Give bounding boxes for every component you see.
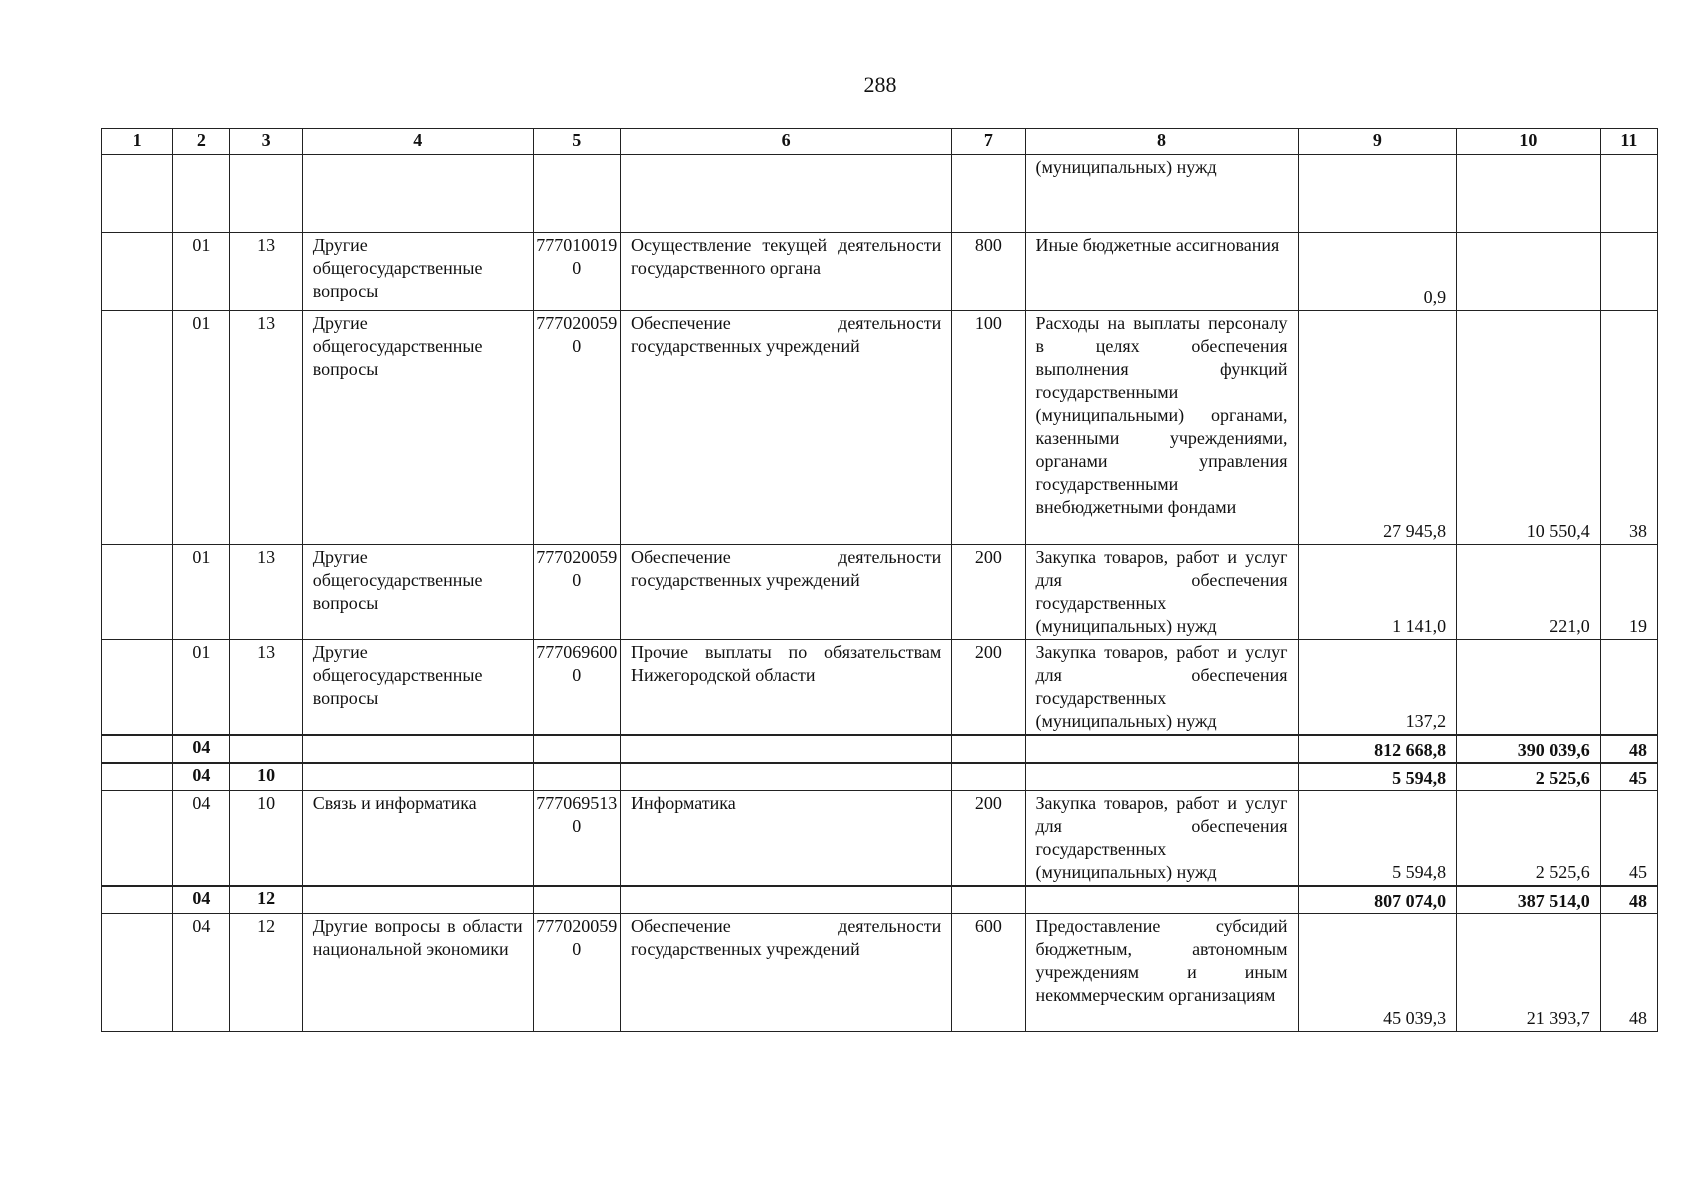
cell-col1 <box>102 914 173 1032</box>
column-header-9: 9 <box>1298 129 1457 155</box>
target-article-cell: 7770200590 <box>533 311 620 545</box>
amount-cell: 812 668,8 <box>1298 735 1457 763</box>
expense-type-name-cell <box>1025 886 1298 914</box>
column-header-1: 1 <box>102 129 173 155</box>
table-row <box>102 640 1658 736</box>
subsection-code-cell: 12 <box>230 914 302 1032</box>
section-code-cell: 04 <box>173 735 230 763</box>
expense-type-code-cell: 600 <box>952 914 1025 1032</box>
expense-type-name-cell: Расходы на выплаты персоналу в целях обеспечения выполнения функций государственными (муниципальными) органами, казенными учреждениями, органами управления государственными внебюджетными фондами <box>1025 311 1298 545</box>
expense-type-name-cell: Предоставление субсидий бюджетным, автономным учреждениям и иным некоммерческим организациям <box>1025 914 1298 1032</box>
percent-cell <box>1600 233 1657 311</box>
amount-cell: 45 039,3 <box>1298 914 1457 1032</box>
cell-col1 <box>102 886 173 914</box>
expense-type-name-cell: Закупка товаров, работ и услуг для обеспечения государственных (муниципальных) нужд <box>1025 545 1298 640</box>
target-article-cell <box>533 763 620 791</box>
table-row <box>102 545 1658 640</box>
section-code-cell: 04 <box>173 914 230 1032</box>
cell-col1 <box>102 763 173 791</box>
column-header-2: 2 <box>173 129 230 155</box>
section-name-cell <box>302 155 533 233</box>
expense-type-code-cell <box>952 735 1025 763</box>
section-code-cell: 04 <box>173 791 230 887</box>
expense-type-code-cell <box>952 155 1025 233</box>
percent-cell: 19 <box>1600 545 1657 640</box>
target-article-cell: 7770696000 <box>533 640 620 736</box>
amount-cell: 27 945,8 <box>1298 311 1457 545</box>
expense-type-name-cell <box>1025 735 1298 763</box>
subsection-code-cell <box>230 735 302 763</box>
percent-cell: 48 <box>1600 886 1657 914</box>
amount-cell: 0,9 <box>1298 233 1457 311</box>
target-article-cell: 7770695130 <box>533 791 620 887</box>
amount-cell <box>1298 155 1457 233</box>
expense-type-code-cell: 200 <box>952 545 1025 640</box>
column-header-4: 4 <box>302 129 533 155</box>
cell-col1 <box>102 545 173 640</box>
section-name-cell: Связь и информатика <box>302 791 533 887</box>
executed-amount-cell: 390 039,6 <box>1457 735 1601 763</box>
table-total-row <box>102 735 1658 763</box>
executed-amount-cell <box>1457 640 1601 736</box>
cell-col1 <box>102 155 173 233</box>
section-code-cell: 01 <box>173 640 230 736</box>
section-code-cell: 01 <box>173 311 230 545</box>
table-row <box>102 311 1658 545</box>
subsection-code-cell: 10 <box>230 791 302 887</box>
cell-col1 <box>102 233 173 311</box>
target-article-cell: 7770200590 <box>533 914 620 1032</box>
subsection-code-cell: 13 <box>230 233 302 311</box>
section-name-cell: Другие общегосударственные вопросы <box>302 640 533 736</box>
subsection-code-cell: 10 <box>230 763 302 791</box>
column-header-8: 8 <box>1025 129 1298 155</box>
article-name-cell: Информатика <box>620 791 951 887</box>
percent-cell: 38 <box>1600 311 1657 545</box>
executed-amount-cell <box>1457 233 1601 311</box>
section-name-cell: Другие общегосударственные вопросы <box>302 311 533 545</box>
article-name-cell: Обеспечение деятельности государственных учреждений <box>620 914 951 1032</box>
article-name-cell <box>620 735 951 763</box>
expense-type-name-cell: Закупка товаров, работ и услуг для обеспечения государственных (муниципальных) нужд <box>1025 791 1298 887</box>
table-total-row <box>102 763 1658 791</box>
amount-cell: 5 594,8 <box>1298 791 1457 887</box>
column-header-3: 3 <box>230 129 302 155</box>
article-name-cell: Прочие выплаты по обязательствам Нижегородской области <box>620 640 951 736</box>
executed-amount-cell: 387 514,0 <box>1457 886 1601 914</box>
target-article-cell <box>533 735 620 763</box>
executed-amount-cell: 10 550,4 <box>1457 311 1601 545</box>
section-code-cell <box>173 155 230 233</box>
executed-amount-cell: 2 525,6 <box>1457 763 1601 791</box>
column-header-5: 5 <box>533 129 620 155</box>
section-name-cell: Другие общегосударственные вопросы <box>302 545 533 640</box>
article-name-cell: Обеспечение деятельности государственных учреждений <box>620 545 951 640</box>
column-header-6: 6 <box>620 129 951 155</box>
section-code-cell: 04 <box>173 763 230 791</box>
expense-type-name-cell: Закупка товаров, работ и услуг для обеспечения государственных (муниципальных) нужд <box>1025 640 1298 736</box>
subsection-code-cell: 13 <box>230 311 302 545</box>
target-article-cell <box>533 155 620 233</box>
subsection-code-cell: 13 <box>230 545 302 640</box>
expense-type-name-cell: Иные бюджетные ассигнования <box>1025 233 1298 311</box>
table-row <box>102 155 1658 233</box>
table-total-row <box>102 886 1658 914</box>
page-number: 288 <box>863 72 897 97</box>
column-header-10: 10 <box>1457 129 1601 155</box>
cell-col1 <box>102 791 173 887</box>
cell-col1 <box>102 311 173 545</box>
expense-type-code-cell: 200 <box>952 640 1025 736</box>
section-name-cell: Другие вопросы в области национальной экономики <box>302 914 533 1032</box>
cell-col1 <box>102 640 173 736</box>
expense-type-name-cell <box>1025 763 1298 791</box>
section-code-cell: 01 <box>173 233 230 311</box>
section-name-cell <box>302 763 533 791</box>
article-name-cell <box>620 763 951 791</box>
percent-cell: 48 <box>1600 914 1657 1032</box>
target-article-cell: 7770200590 <box>533 545 620 640</box>
expense-type-code-cell: 200 <box>952 791 1025 887</box>
amount-cell: 5 594,8 <box>1298 763 1457 791</box>
table-row <box>102 233 1658 311</box>
subsection-code-cell <box>230 155 302 233</box>
percent-cell: 45 <box>1600 763 1657 791</box>
executed-amount-cell: 221,0 <box>1457 545 1601 640</box>
table-header <box>102 129 1658 155</box>
article-name-cell <box>620 155 951 233</box>
expense-type-code-cell: 800 <box>952 233 1025 311</box>
section-name-cell <box>302 886 533 914</box>
percent-cell: 48 <box>1600 735 1657 763</box>
article-name-cell <box>620 886 951 914</box>
expense-type-code-cell <box>952 886 1025 914</box>
table-row <box>102 914 1658 1032</box>
article-name-cell: Обеспечение деятельности государственных учреждений <box>620 311 951 545</box>
budget-table <box>101 128 1658 1032</box>
column-header-11: 11 <box>1600 129 1657 155</box>
section-name-cell: Другие общегосударственные вопросы <box>302 233 533 311</box>
table-body <box>102 155 1658 1032</box>
expense-type-code-cell: 100 <box>952 311 1025 545</box>
expense-type-code-cell <box>952 763 1025 791</box>
expense-type-name-cell: (муниципальных) нужд <box>1025 155 1298 233</box>
column-header-7: 7 <box>952 129 1025 155</box>
executed-amount-cell: 21 393,7 <box>1457 914 1601 1032</box>
amount-cell: 1 141,0 <box>1298 545 1457 640</box>
cell-col1 <box>102 735 173 763</box>
target-article-cell: 7770100190 <box>533 233 620 311</box>
subsection-code-cell: 12 <box>230 886 302 914</box>
executed-amount-cell <box>1457 155 1601 233</box>
executed-amount-cell: 2 525,6 <box>1457 791 1601 887</box>
percent-cell <box>1600 155 1657 233</box>
target-article-cell <box>533 886 620 914</box>
subsection-code-cell: 13 <box>230 640 302 736</box>
section-code-cell: 04 <box>173 886 230 914</box>
amount-cell: 137,2 <box>1298 640 1457 736</box>
percent-cell: 45 <box>1600 791 1657 887</box>
section-code-cell: 01 <box>173 545 230 640</box>
article-name-cell: Осуществление текущей деятельности государственного органа <box>620 233 951 311</box>
table-row <box>102 791 1658 887</box>
section-name-cell <box>302 735 533 763</box>
percent-cell <box>1600 640 1657 736</box>
amount-cell: 807 074,0 <box>1298 886 1457 914</box>
